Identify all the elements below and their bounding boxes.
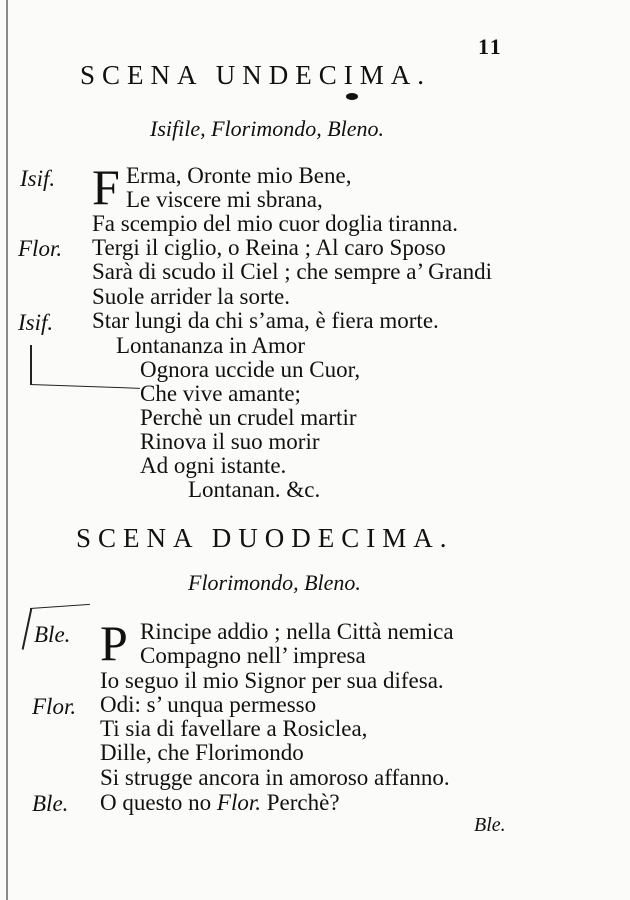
- verse-line: Dille, che Florimondo: [100, 740, 304, 765]
- verse-line: Io seguo il mio Signor per sua difesa.: [100, 668, 444, 693]
- speaker-ble: Ble.: [32, 791, 69, 816]
- verse-line: Le viscere mi sbrana,: [126, 187, 323, 212]
- speaker-flor: Flor.: [32, 694, 77, 719]
- speaker-flor: Flor.: [18, 236, 63, 261]
- verse-line: Tergi il ciglio, o Reina ; Al caro Sposo: [92, 235, 446, 260]
- drop-cap-p: P: [100, 615, 128, 671]
- verse-line: Rincipe addio ; nella Città nemica: [140, 619, 454, 644]
- verse-line: Erma, Oronte mio Bene,: [126, 163, 352, 188]
- margin-pen-mark: [30, 384, 140, 389]
- margin-pen-mark: [30, 345, 32, 385]
- verse-line: Lontanan. &c.: [188, 477, 321, 502]
- verse-line: Si strugge ancora in amoroso affanno.: [100, 765, 450, 790]
- verse-line: Che vive amante;: [140, 381, 301, 406]
- verse-line: Perchè un crudel martir: [140, 405, 357, 430]
- scene-title-undecima: SCENA UNDECIMA.: [80, 60, 432, 90]
- verse-line: Fa scempio del mio cuor doglia tiranna.: [92, 211, 458, 236]
- catchword: Ble.: [474, 814, 506, 836]
- verse-line: Lontananza in Amor: [116, 333, 306, 358]
- verse-text: Perchè?: [266, 790, 340, 815]
- page-edge-shadow: [6, 0, 8, 900]
- speaker-isif: Isif.: [20, 166, 56, 191]
- verse-line: Sarà di scudo il Ciel ; che sempre a’ Grandi: [92, 259, 493, 284]
- verse-line: [100, 790, 340, 816]
- page-number: 11: [478, 34, 503, 59]
- verse-line: Compagno nell’ impresa: [140, 643, 366, 668]
- verse-line: Rinova il suo morir: [140, 429, 320, 454]
- cast-list-duodecima: Florimondo, Bleno.: [188, 570, 361, 595]
- verse-line: Suole arrider la sorte.: [92, 284, 290, 309]
- verse-line: Ognora uccide un Cuor,: [140, 357, 361, 382]
- margin-pen-mark: [22, 608, 33, 649]
- drop-cap-f: F: [92, 159, 120, 215]
- verse-line: Ad ogni istante.: [140, 453, 287, 478]
- scene-title-duodecima: SCENA DUODECIMA.: [76, 523, 454, 553]
- speaker-isif: Isif.: [18, 310, 54, 335]
- verse-line: Star lungi da chi s’ama, è fiera morte.: [92, 308, 439, 333]
- margin-pen-mark: [30, 604, 90, 609]
- verse-line: Odi: s’ unqua permesso: [100, 692, 317, 717]
- verse-line: Ti sia di favellare a Rosiclea,: [100, 716, 368, 741]
- cast-list-undecima: Isifile, Florimondo, Bleno.: [150, 116, 385, 141]
- inline-speaker: Flor.: [216, 790, 262, 815]
- speaker-ble: Ble.: [34, 622, 71, 647]
- verse-text: O questo no: [100, 790, 212, 815]
- ornament-dot: [346, 93, 358, 100]
